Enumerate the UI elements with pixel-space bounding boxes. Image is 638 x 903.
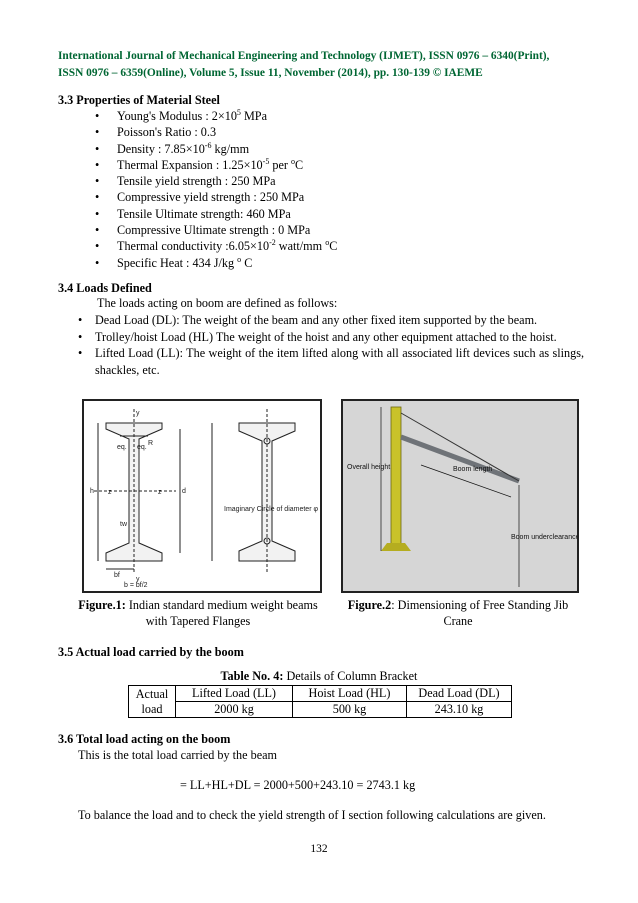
eq-label-1: eq. bbox=[117, 444, 127, 451]
figure-2-jib-crane bbox=[341, 399, 579, 593]
list-item: • Compressive Ultimate strength : 0 MPa bbox=[95, 223, 311, 238]
figure-1-caption: Figure.1: Indian standard medium weight beams with Tapered Flanges bbox=[78, 598, 318, 628]
radius-label: R bbox=[148, 440, 154, 447]
list-item: • Thermal conductivity $:6.05\times 10^{-2}$ watt/mm $^o$C bbox=[95, 238, 338, 254]
depth-label: d bbox=[182, 488, 186, 495]
loads-intro: The loads acting on boom are defined as follows: bbox=[97, 296, 338, 310]
y-axis-label-top: y bbox=[136, 410, 140, 417]
header-cell: Lifted Load (LL) bbox=[176, 686, 293, 702]
imaginary-circle-label: Imaginary Circle of diameter φ bbox=[224, 506, 319, 513]
value-cell: 243.10 kg bbox=[407, 702, 512, 718]
page-number: 132 bbox=[310, 843, 328, 855]
list-item: • Poisson's Ratio : 0.3 bbox=[95, 125, 217, 140]
table-title: Table No. 4: Details of Column Bracket bbox=[220, 669, 418, 683]
beam-section-drawing bbox=[84, 401, 320, 591]
jib-crane-drawing bbox=[343, 401, 577, 591]
web-thickness-label: tw bbox=[120, 521, 127, 528]
calculation-intro: To balance the load and to check the yield strength of I section following calculations are given. bbox=[78, 808, 546, 822]
z-axis-label-right: z bbox=[158, 489, 162, 496]
value-cell: 500 kg bbox=[293, 702, 407, 718]
figure-2-caption: Figure.2: Dimensioning of Free Standing Jib Crane bbox=[347, 598, 569, 628]
figure-1-beam-section bbox=[82, 399, 322, 593]
loads-list bbox=[78, 312, 584, 378]
total-load-intro: This is the total load carried by the beam bbox=[78, 748, 277, 762]
journal-header bbox=[58, 48, 598, 82]
header-cell: Hoist Load (HL) bbox=[293, 686, 407, 702]
section-3-3-title: 3.3 Properties of Material Steel bbox=[58, 93, 220, 107]
eq-label-2: eq. bbox=[137, 444, 147, 451]
z-axis-label-left: z bbox=[108, 489, 112, 496]
list-item: • Density : $7.85\times 10^{-6}$ kg/mm bbox=[95, 140, 250, 156]
table-row bbox=[129, 686, 512, 702]
list-item: • Tensile yield strength : 250 MPa bbox=[95, 174, 276, 189]
list-item: • Trolley/hoist Load (HL) The weight of the hoist and any other equipment attached to the hoist. bbox=[78, 329, 557, 344]
flange-width-label: bf bbox=[114, 572, 120, 579]
list-item: • Young's Modulus : $2\times 10^5$ MPa bbox=[95, 108, 267, 123]
list-item: • Compressive yield strength : 250 MPa bbox=[95, 190, 305, 205]
boom-length-label: Boom length bbox=[453, 466, 493, 473]
list-item: • Tensile Ultimate strength: 460 MPa bbox=[95, 206, 291, 221]
height-label: h bbox=[90, 488, 94, 495]
list-item: • Dead Load (DL): The weight of the beam and any other fixed item supported by the beam. bbox=[78, 313, 538, 327]
crane-post bbox=[391, 407, 401, 545]
journal-header-line2: ISSN 0976 – 6359(Online), Volume 5, Issue 11, November (2014), pp. 130-139 © IAEME bbox=[58, 67, 483, 79]
list-item: • Specific Heat : 434 J/kg $^o$ C bbox=[95, 254, 253, 270]
journal-header-line1: International Journal of Mechanical Engineering and Technology (IJMET), ISSN 0976 – 6340(Print), bbox=[58, 50, 550, 62]
total-load-equation: = LL+HL+DL = 2000+500+243.10 = 2743.1 kg bbox=[180, 778, 416, 792]
b-formula-label: b = bf/2 bbox=[124, 582, 148, 589]
section-3-5-title: 3.5 Actual load carried by the boom bbox=[58, 645, 244, 659]
material-properties-list bbox=[95, 108, 338, 271]
overall-height-label: Overall height bbox=[347, 464, 391, 471]
header-cell: Dead Load (DL) bbox=[407, 686, 512, 702]
section-3-6-title: 3.6 Total load acting on the boom bbox=[58, 732, 231, 746]
section-3-4-title: 3.4 Loads Defined bbox=[58, 281, 152, 295]
table-row bbox=[129, 702, 512, 718]
underclearance-label: Boom underclearance bbox=[511, 534, 577, 541]
list-item: • Lifted Load (LL): The weight of the item lifted along with all associated lift devices such as slings, shackles, etc. bbox=[78, 346, 584, 377]
value-cell: 2000 kg bbox=[176, 702, 293, 718]
column-bracket-table bbox=[128, 685, 512, 718]
crane-boom bbox=[401, 437, 519, 481]
y-axis-label-bottom: y bbox=[136, 576, 140, 583]
row-head-cell: Actual load bbox=[129, 686, 176, 718]
crane-base bbox=[381, 543, 411, 551]
list-item: • Thermal Expansion : $1.25\times 10^{-5}$ per $^o$C bbox=[95, 156, 304, 172]
